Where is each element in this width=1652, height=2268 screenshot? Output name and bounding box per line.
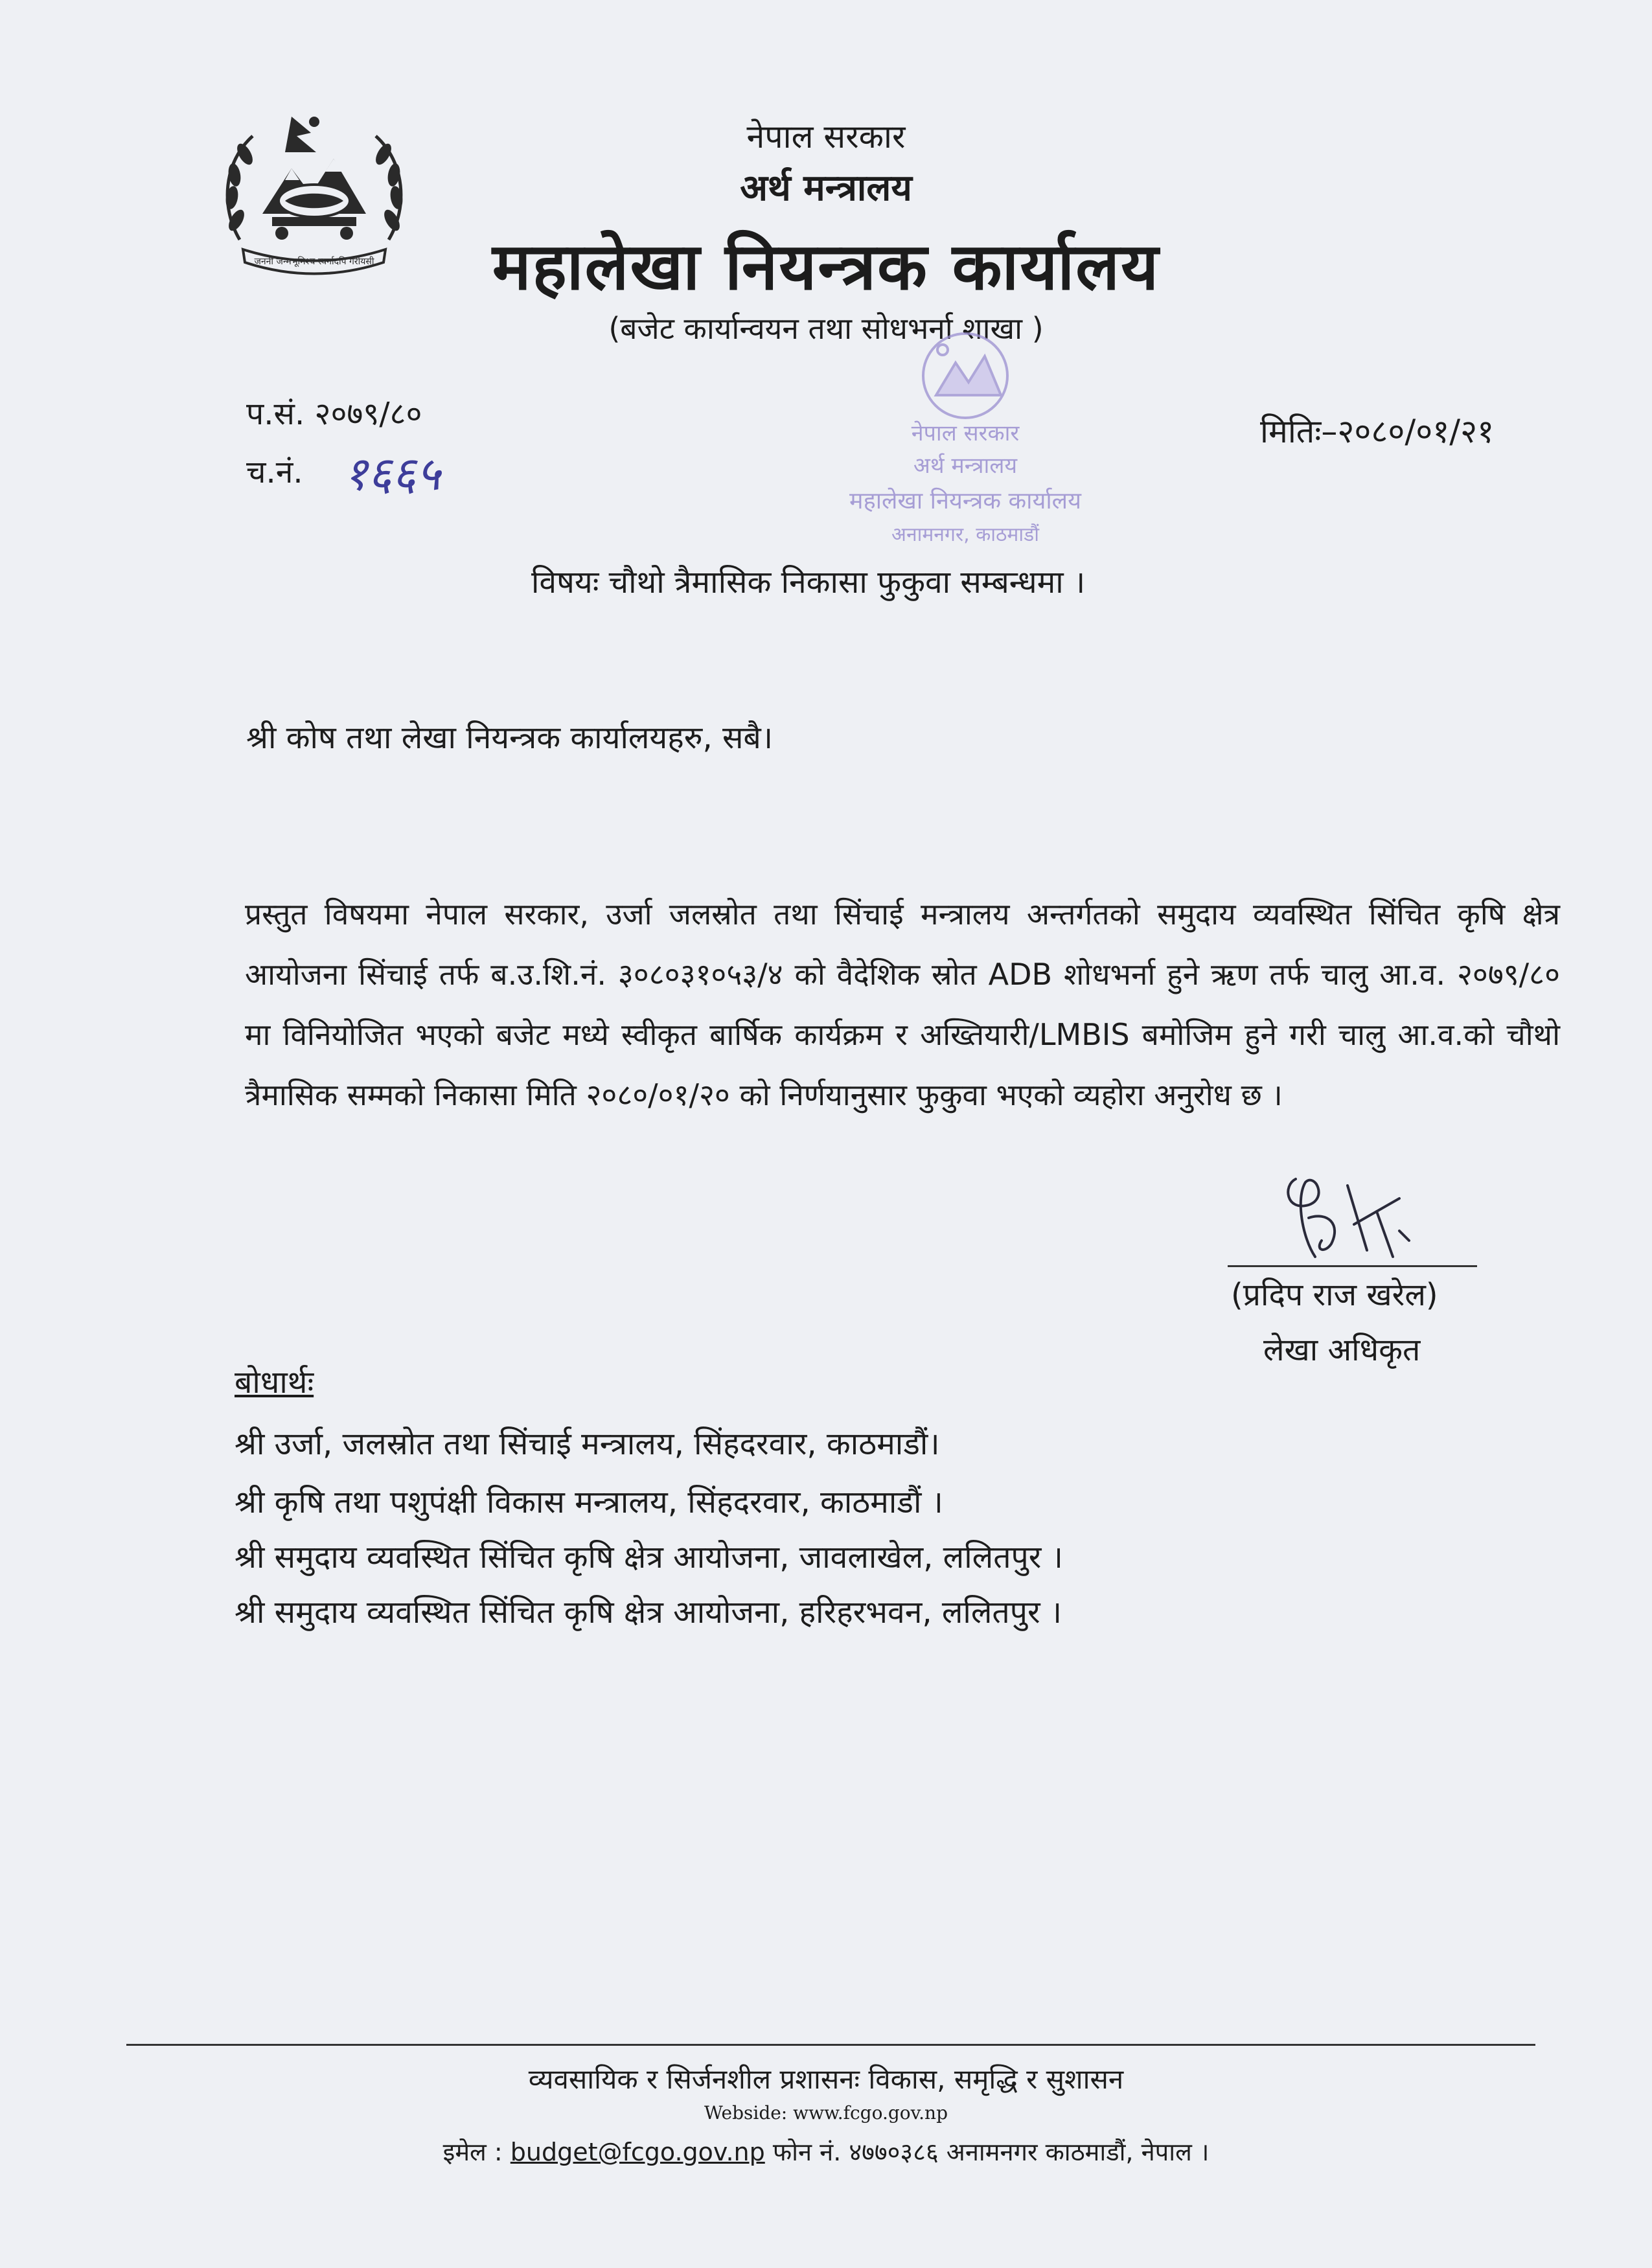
stamp-line-3: महालेखा नियन्त्रक कार्यालय — [849, 488, 1081, 514]
phone-address: फोन नं. ४७७०३८६ अनामनगर काठमाडौं, नेपाल । — [764, 2138, 1210, 2166]
stamp-line-1: नेपाल सरकार — [911, 420, 1020, 446]
ministry-name: अर्थ मन्त्रालय — [740, 167, 912, 209]
office-name: महालेखा नियन्त्रक कार्यालय — [492, 229, 1160, 304]
dispatch-label: च.नं. — [246, 454, 303, 490]
signatory-name: (प्रदिप राज खरेल) — [1231, 1277, 1438, 1313]
cc-item: श्री समुदाय व्यवस्थित सिंचित कृषि क्षेत्र आयोजना, जावलाखेल, ललितपुर । — [235, 1539, 1063, 1575]
signature-line — [1228, 1265, 1477, 1267]
cc-item: श्री उर्जा, जलस्रोत तथा सिंचाई मन्त्रालय, सिंहदरवार, काठमाडौं। — [235, 1426, 940, 1462]
dispatch-number: १६६५ — [343, 446, 441, 501]
footer-website: Webside: www.fcgo.gov.np — [704, 2102, 948, 2124]
reference-number: प.सं. २०७९/८० — [246, 396, 422, 432]
footer-slogan: व्यवसायिक र सिर्जनशील प्रशासनः विकास, समृद्धि र सुशासन — [528, 2063, 1124, 2095]
signatory-title: लेखा अधिकृत — [1263, 1332, 1421, 1368]
email-label: इमेल : — [442, 2138, 511, 2166]
signature-mark — [1270, 1160, 1438, 1270]
cc-item: श्री कृषि तथा पशुपंक्षी विकास मन्त्रालय, सिंहदरवार, काठमाडौं । — [235, 1484, 943, 1520]
section-name: (बजेट कार्यान्वयन तथा सोधभर्ना शाखा ) — [608, 311, 1044, 346]
emblem-motto: जननी जन्मभूमिश्च स्वर्गादपि गरीयसी — [254, 257, 374, 267]
letter-date: मितिः–२०८०/०१/२१ — [1260, 413, 1495, 450]
cc-item: श्री समुदाय व्यवस्थित सिंचित कृषि क्षेत्र आयोजना, हरिहरभवन, ललितपुर । — [235, 1594, 1062, 1631]
body-paragraph: प्रस्तुत विषयमा नेपाल सरकार, उर्जा जलस्रोत तथा सिंचाई मन्त्रालय अन्तर्गतको समुदाय व्यवस्थित सिंचित कृषि क्षेत्र आयोजना सिंचाई तर्फ ब.उ.शि.नं. ३०८०३१०५३/४ को वैदेशिक स्रोत ADB शोधभर्ना हुने ऋण तर्फ चालु आ.व. २०७९/८० मा विनियोजित भएको बजेट मध्ये स्वीकृत बार्षिक कार्यक्रम र अख्तियारी/LMBIS बमोजिम हुने गरी चालु आ.व.को चौथो त्रैमासिक सम्मको निकासा मिति २०८०/०१/२० को निर्णयानुसार फुकुवा भएको व्यहोरा अनुरोध छ । — [245, 897, 1560, 1112]
footer-divider — [126, 2044, 1535, 2046]
cc-heading: बोधार्थः — [235, 1364, 314, 1401]
email-link[interactable]: budget@fcgo.gov.np — [510, 2138, 765, 2166]
footer-contact — [0, 2135, 1652, 2168]
stamp-line-2: अर्थ मन्त्रालय — [913, 453, 1018, 479]
subject-line: विषयः चौथो त्रैमासिक निकासा फुकुवा सम्बन्धमा । — [531, 564, 1086, 601]
office-stamp — [829, 324, 1101, 583]
stamp-line-4: अनामनगर, काठमाडौं — [891, 523, 1039, 546]
addressee: श्री कोष तथा लेखा नियन्त्रक कार्यालयहरु, सबै। — [246, 720, 774, 756]
government-name: नेपाल सरकार — [746, 118, 906, 155]
